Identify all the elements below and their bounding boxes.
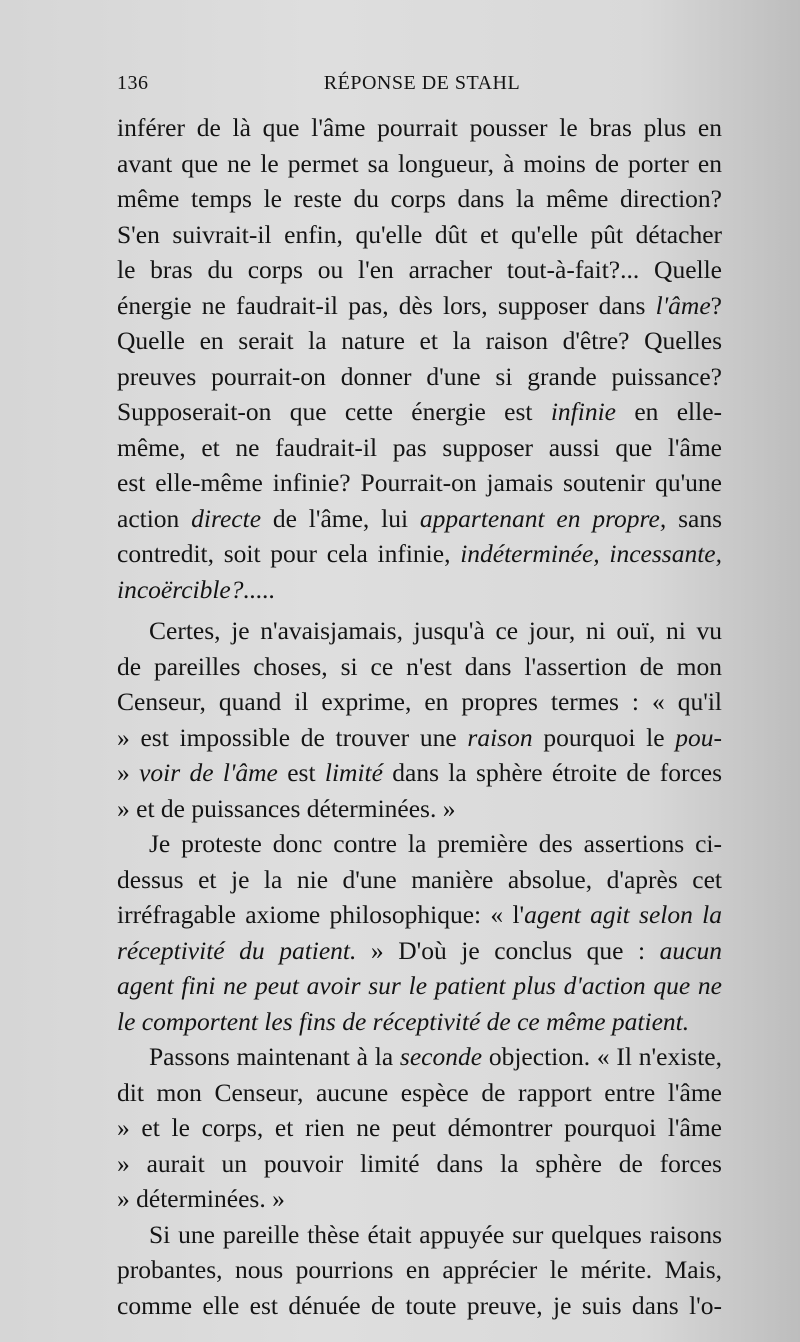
text-line: agent fini ne peut avoir sur le patient plus d'action que ne xyxy=(117,971,722,1000)
text-line: incoërcible?..... xyxy=(117,574,276,604)
text-line: de pareilles choses, si ce n'est dans l'assertion de mon xyxy=(117,651,722,681)
body-text xyxy=(117,110,722,1323)
text-line: action directe de l'âme, lui appartenant en propre, sans xyxy=(117,503,722,533)
text-line: Supposerait-on que cette énergie est infinie en elle- xyxy=(117,397,722,426)
paragraph-start: Certes, je n'avaisjamais, jusqu'à ce jour, ni ouï, ni vu xyxy=(149,616,722,645)
text-line: dessus et je la nie d'une manière absolue, d'après cet xyxy=(117,864,722,894)
text-line: Censeur, quand il exprime, en propres termes : « qu'il xyxy=(117,687,722,716)
text-line: » déterminées. » xyxy=(117,1184,285,1213)
text-line: Quelle en serait la nature et la raison d'être? Quelles xyxy=(117,326,722,355)
running-head xyxy=(117,72,727,106)
paragraph-start: Je proteste donc contre la première des assertions ci- xyxy=(149,829,722,858)
text-line: contredit, soit pour cela infinie, indéterminée, incessante, xyxy=(117,539,722,568)
text-line: irréfragable axiome philosophique: « l'agent agit selon la xyxy=(117,900,722,929)
page-number: 136 xyxy=(117,72,149,94)
text-line: le comportent les fins de réceptivité de ce même patient. xyxy=(117,1006,690,1036)
text-line: preuves pourrait-on donner d'une si grande puissance? xyxy=(117,361,722,391)
text-line: inférer de là que l'âme pourrait pousser le bras plus en xyxy=(117,113,722,142)
text-line: est elle-même infinie? Pourrait-on jamais soutenir qu'une xyxy=(117,468,722,497)
text-line: » et le corps, et rien ne peut démontrer pourquoi l'âme xyxy=(117,1113,722,1142)
paragraph-start: Si une pareille thèse était appuyée sur quelques raisons xyxy=(149,1219,722,1249)
text-line: » est impossible de trouver une raison pourquoi le pou- xyxy=(117,722,722,752)
paragraph-start: Passons maintenant à la seconde objection. « Il n'existe, xyxy=(149,1042,722,1071)
text-line: avant que ne le permet sa longueur, à moins de porter en xyxy=(117,148,722,178)
text-line: le bras du corps ou l'en arracher tout-à-fait?... Quelle xyxy=(117,255,722,284)
text-line: dit mon Censeur, aucune espèce de rapport entre l'âme xyxy=(117,1077,722,1107)
text-line: » et de puissances déterminées. » xyxy=(117,793,456,823)
running-title: RÉPONSE DE STAHL xyxy=(323,72,521,94)
text-line: » voir de l'âme est limité dans la sphère étroite de forces xyxy=(117,758,723,787)
text-line: réceptivité du patient. » D'où je conclus que : aucun xyxy=(117,935,722,965)
text-line: énergie ne faudrait-il pas, dès lors, supposer dans l'âme? xyxy=(117,290,722,320)
text-line: comme elle est dénuée de toute preuve, je suis dans l'o- xyxy=(117,1290,722,1320)
text-line: même temps le reste du corps dans la même direction? xyxy=(117,184,722,213)
text-line: probantes, nous pourrions en apprécier le mérite. Mais, xyxy=(117,1255,722,1284)
text-line: » aurait un pouvoir limité dans la sphère de forces xyxy=(117,1148,722,1178)
text-line: même, et ne faudrait-il pas supposer aussi que l'âme xyxy=(117,432,722,462)
text-line: S'en suivrait-il enfin, qu'elle dût et qu'elle pût détacher xyxy=(117,219,722,249)
